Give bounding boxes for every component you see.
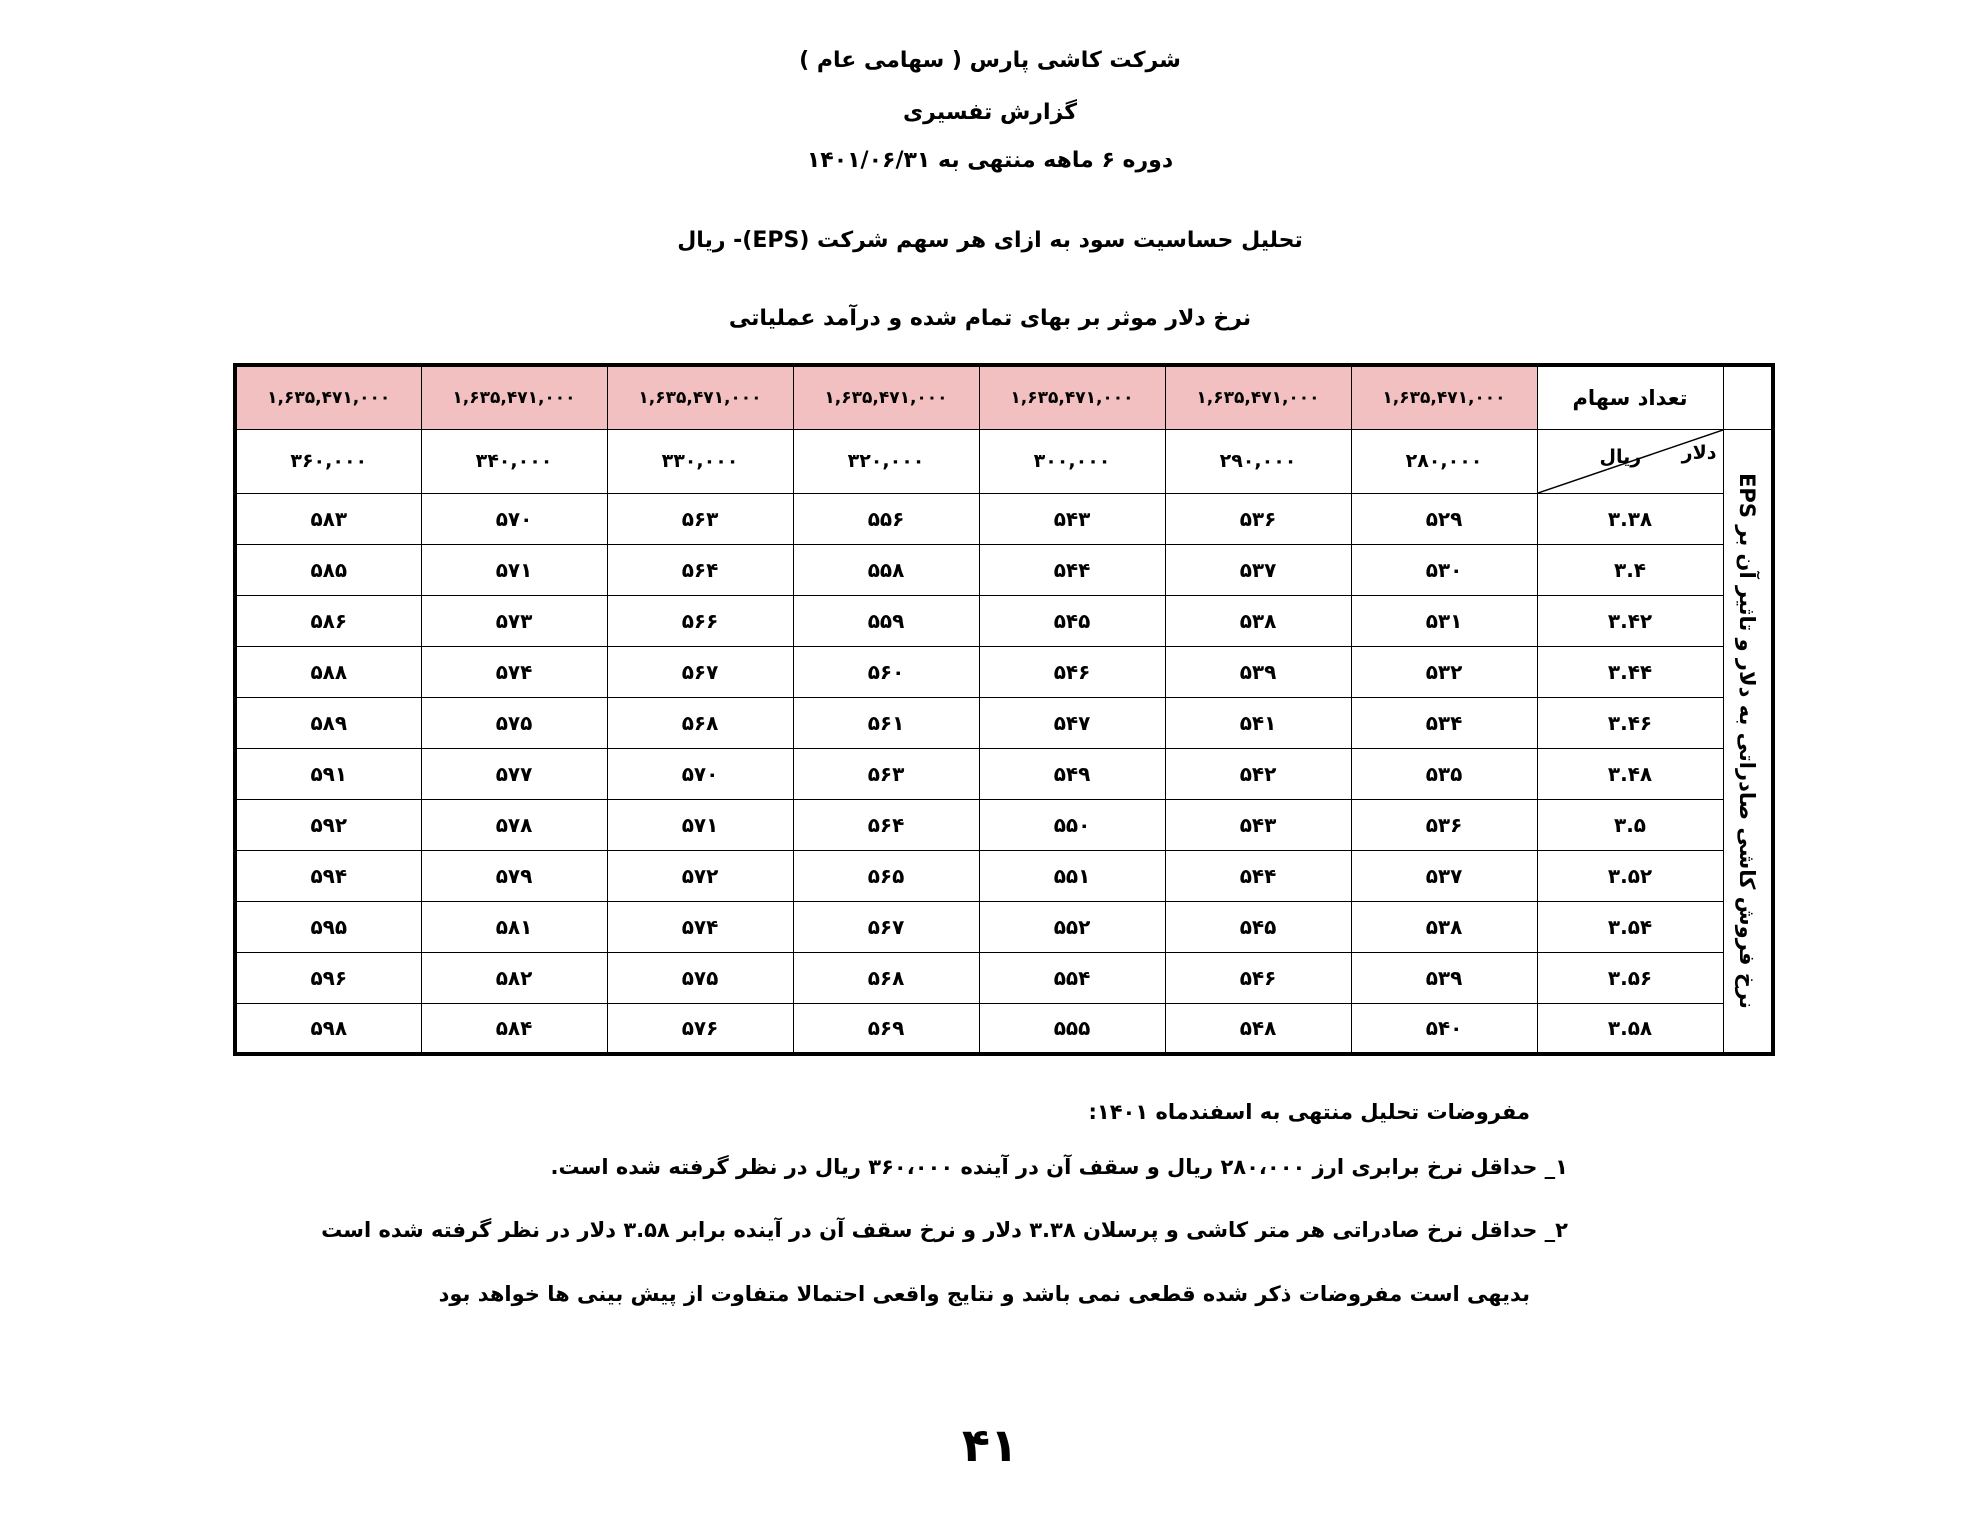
shares-row [235, 365, 1773, 429]
eps-value-cell: ۵۵۱ [979, 850, 1165, 901]
table-row [235, 493, 1773, 544]
eps-value-cell: ۵۶۸ [793, 952, 979, 1003]
eps-sensitivity-table [233, 363, 1775, 1056]
eps-value-cell: ۵۷۷ [421, 748, 607, 799]
eps-value-cell: ۵۷۲ [607, 850, 793, 901]
eps-value-cell: ۵۶۷ [607, 646, 793, 697]
eps-value-cell: ۵۸۱ [421, 901, 607, 952]
eps-value-cell: ۵۹۴ [235, 850, 421, 901]
eps-value-cell: ۵۶۹ [793, 1003, 979, 1054]
corner-cell [1723, 365, 1773, 429]
dollar-rate-cell: ۳.۴ [1537, 544, 1723, 595]
eps-value-cell: ۵۶۳ [793, 748, 979, 799]
shares-cell: ۱,۶۳۵,۴۷۱,۰۰۰ [607, 365, 793, 429]
shares-cell: ۱,۶۳۵,۴۷۱,۰۰۰ [1351, 365, 1537, 429]
rial-rate-cell: ۲۸۰,۰۰۰ [1351, 429, 1537, 493]
table-row [235, 952, 1773, 1003]
eps-value-cell: ۵۴۹ [979, 748, 1165, 799]
eps-value-cell: ۵۷۱ [421, 544, 607, 595]
eps-value-cell: ۵۶۴ [793, 799, 979, 850]
eps-value-cell: ۵۹۵ [235, 901, 421, 952]
dollar-rate-cell: ۳.۵۶ [1537, 952, 1723, 1003]
shares-cell: ۱,۶۳۵,۴۷۱,۰۰۰ [979, 365, 1165, 429]
eps-value-cell: ۵۴۵ [1165, 901, 1351, 952]
eps-value-cell: ۵۳۶ [1351, 799, 1537, 850]
table-row [235, 850, 1773, 901]
eps-value-cell: ۵۳۸ [1351, 901, 1537, 952]
eps-value-cell: ۵۷۵ [607, 952, 793, 1003]
eps-value-cell: ۵۵۴ [979, 952, 1165, 1003]
rial-rate-cell: ۳۲۰,۰۰۰ [793, 429, 979, 493]
shares-cell: ۱,۶۳۵,۴۷۱,۰۰۰ [235, 365, 421, 429]
eps-value-cell: ۵۵۸ [793, 544, 979, 595]
eps-value-cell: ۵۴۶ [979, 646, 1165, 697]
eps-value-cell: ۵۶۸ [607, 697, 793, 748]
eps-value-cell: ۵۸۶ [235, 595, 421, 646]
eps-value-cell: ۵۶۴ [607, 544, 793, 595]
eps-value-cell: ۵۳۴ [1351, 697, 1537, 748]
eps-value-cell: ۵۶۷ [793, 901, 979, 952]
dollar-rial-header [1537, 429, 1723, 493]
eps-value-cell: ۵۸۵ [235, 544, 421, 595]
dollar-rate-cell: ۳.۵ [1537, 799, 1723, 850]
eps-value-cell: ۵۴۳ [979, 493, 1165, 544]
dollar-rate-cell: ۳.۵۲ [1537, 850, 1723, 901]
eps-value-cell: ۵۳۹ [1351, 952, 1537, 1003]
page-number: ۴۱ [961, 1418, 1019, 1472]
assumptions-title: مفروضات تحلیل منتهی به اسفندماه ۱۴۰۱: [1088, 1100, 1530, 1124]
table-row [235, 697, 1773, 748]
table-row [235, 1003, 1773, 1054]
eps-value-cell: ۵۳۷ [1351, 850, 1537, 901]
shares-label: تعداد سهام [1537, 365, 1723, 429]
eps-value-cell: ۵۹۸ [235, 1003, 421, 1054]
dollar-label: دلار [1681, 441, 1717, 464]
eps-value-cell: ۵۴۴ [1165, 850, 1351, 901]
table-row [235, 595, 1773, 646]
eps-value-cell: ۵۶۵ [793, 850, 979, 901]
eps-value-cell: ۵۷۰ [421, 493, 607, 544]
eps-value-cell: ۵۳۹ [1165, 646, 1351, 697]
eps-value-cell: ۵۴۲ [1165, 748, 1351, 799]
dollar-rate-cell: ۳.۴۶ [1537, 697, 1723, 748]
eps-value-cell: ۵۶۳ [607, 493, 793, 544]
eps-value-cell: ۵۷۹ [421, 850, 607, 901]
dollar-rate-cell: ۳.۴۴ [1537, 646, 1723, 697]
eps-value-cell: ۵۳۰ [1351, 544, 1537, 595]
table-row [235, 646, 1773, 697]
eps-value-cell: ۵۲۹ [1351, 493, 1537, 544]
eps-value-cell: ۵۷۰ [607, 748, 793, 799]
dollar-rate-cell: ۳.۴۲ [1537, 595, 1723, 646]
rial-label: ریال [1599, 445, 1642, 468]
eps-value-cell: ۵۸۲ [421, 952, 607, 1003]
shares-cell: ۱,۶۳۵,۴۷۱,۰۰۰ [1165, 365, 1351, 429]
table-row [235, 799, 1773, 850]
eps-value-cell: ۵۴۷ [979, 697, 1165, 748]
company-name: شرکت کاشی پارس ( سهامی عام ) [799, 48, 1181, 73]
eps-value-cell: ۵۸۹ [235, 697, 421, 748]
table-row [235, 748, 1773, 799]
assumption-1: ۱_ حداقل نرخ برابری ارز ۲۸۰،۰۰۰ ریال و سقف آن در آینده ۳۶۰،۰۰۰ ریال در نظر گرفته شده است. [550, 1155, 1568, 1179]
rial-rate-cell: ۳۶۰,۰۰۰ [235, 429, 421, 493]
table-row [235, 901, 1773, 952]
eps-value-cell: ۵۵۶ [793, 493, 979, 544]
rial-rate-cell: ۲۹۰,۰۰۰ [1165, 429, 1351, 493]
eps-value-cell: ۵۷۱ [607, 799, 793, 850]
dollar-rate-cell: ۳.۵۴ [1537, 901, 1723, 952]
eps-value-cell: ۵۳۱ [1351, 595, 1537, 646]
eps-value-cell: ۵۵۵ [979, 1003, 1165, 1054]
eps-value-cell: ۵۶۶ [607, 595, 793, 646]
side-label-cell [1723, 429, 1773, 1054]
shares-cell: ۱,۶۳۵,۴۷۱,۰۰۰ [793, 365, 979, 429]
eps-value-cell: ۵۴۶ [1165, 952, 1351, 1003]
table-caption: نرخ دلار موثر بر بهای تمام شده و درآمد عملیاتی [728, 306, 1252, 331]
eps-value-cell: ۵۴۰ [1351, 1003, 1537, 1054]
rial-rate-row [235, 429, 1773, 493]
eps-value-cell: ۵۷۵ [421, 697, 607, 748]
dollar-rate-cell: ۳.۴۸ [1537, 748, 1723, 799]
rial-rate-cell: ۳۴۰,۰۰۰ [421, 429, 607, 493]
eps-value-cell: ۵۷۸ [421, 799, 607, 850]
eps-value-cell: ۵۷۶ [607, 1003, 793, 1054]
eps-value-cell: ۵۵۰ [979, 799, 1165, 850]
eps-value-cell: ۵۵۲ [979, 901, 1165, 952]
eps-value-cell: ۵۳۸ [1165, 595, 1351, 646]
eps-value-cell: ۵۹۲ [235, 799, 421, 850]
rial-rate-cell: ۳۰۰,۰۰۰ [979, 429, 1165, 493]
eps-value-cell: ۵۳۷ [1165, 544, 1351, 595]
eps-value-cell: ۵۸۳ [235, 493, 421, 544]
eps-value-cell: ۵۳۶ [1165, 493, 1351, 544]
eps-value-cell: ۵۵۹ [793, 595, 979, 646]
side-label: نرخ فروش کاشی صادراتی به دلار و تاثیر آن بر EPS [1735, 472, 1760, 1009]
eps-value-cell: ۵۷۳ [421, 595, 607, 646]
eps-value-cell: ۵۶۱ [793, 697, 979, 748]
dollar-rate-cell: ۳.۵۸ [1537, 1003, 1723, 1054]
eps-value-cell: ۵۷۴ [607, 901, 793, 952]
eps-value-cell: ۵۶۰ [793, 646, 979, 697]
eps-value-cell: ۵۳۲ [1351, 646, 1537, 697]
dollar-rate-cell: ۳.۳۸ [1537, 493, 1723, 544]
rial-rate-cell: ۳۳۰,۰۰۰ [607, 429, 793, 493]
analysis-title: تحلیل حساسیت سود به ازای هر سهم شرکت (EPS)- ریال [677, 228, 1303, 253]
eps-value-cell: ۵۹۶ [235, 952, 421, 1003]
table-row [235, 544, 1773, 595]
report-title: گزارش تفسیری [902, 100, 1077, 125]
shares-cell: ۱,۶۳۵,۴۷۱,۰۰۰ [421, 365, 607, 429]
assumption-note: بدیهی است مفروضات ذکر شده قطعی نمی باشد و نتایج واقعی احتمالا متفاوت از پیش بینی ها خواهد بود [438, 1282, 1530, 1306]
eps-value-cell: ۵۴۳ [1165, 799, 1351, 850]
eps-value-cell: ۵۳۵ [1351, 748, 1537, 799]
eps-value-cell: ۵۹۱ [235, 748, 421, 799]
eps-value-cell: ۵۷۴ [421, 646, 607, 697]
eps-value-cell: ۵۴۴ [979, 544, 1165, 595]
eps-value-cell: ۵۸۴ [421, 1003, 607, 1054]
eps-value-cell: ۵۴۸ [1165, 1003, 1351, 1054]
assumption-2: ۲_ حداقل نرخ صادراتی هر متر کاشی و پرسلان ۳.۳۸ دلار و نرخ سقف آن در آینده برابر ۳.۵۸ دلار در نظر گرفته شده است [321, 1218, 1568, 1242]
eps-value-cell: ۵۴۵ [979, 595, 1165, 646]
eps-value-cell: ۵۸۸ [235, 646, 421, 697]
report-period: دوره ۶ ماهه منتهی به ۱۴۰۱/۰۶/۳۱ [806, 148, 1174, 173]
eps-value-cell: ۵۴۱ [1165, 697, 1351, 748]
